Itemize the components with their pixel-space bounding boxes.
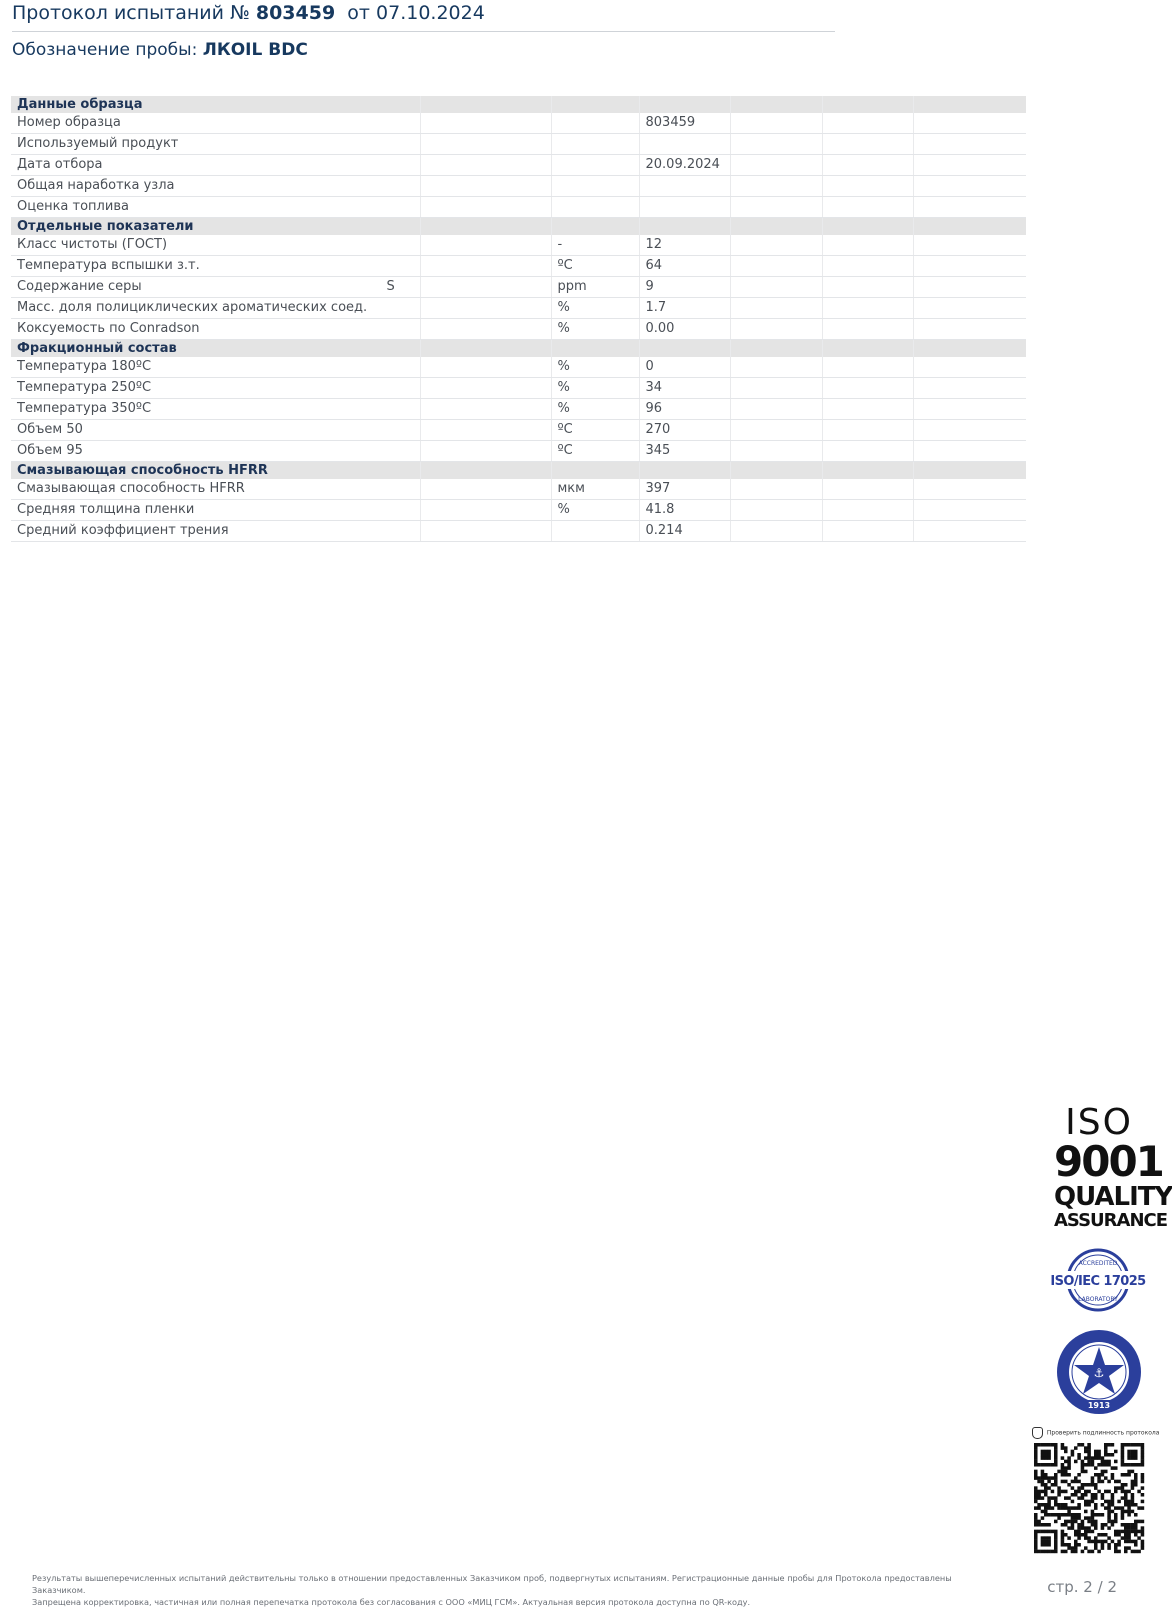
parameter-unit bbox=[551, 155, 639, 176]
empty-cell bbox=[730, 357, 822, 378]
parameter-name: Дата отбора bbox=[11, 155, 420, 176]
parameter-value bbox=[639, 134, 730, 155]
empty-cell bbox=[730, 113, 822, 134]
parameter-value bbox=[639, 176, 730, 197]
empty-cell bbox=[730, 96, 822, 113]
empty-cell bbox=[551, 340, 639, 358]
shield-check-icon bbox=[1032, 1427, 1043, 1439]
date-prefix: от bbox=[347, 2, 370, 24]
empty-cell bbox=[420, 340, 551, 358]
empty-cell bbox=[730, 197, 822, 218]
table-row bbox=[11, 479, 1026, 500]
parameter-unit: % bbox=[551, 319, 639, 340]
empty-cell bbox=[913, 96, 1026, 113]
empty-cell bbox=[822, 479, 913, 500]
parameter-unit: ºС bbox=[551, 256, 639, 277]
parameter-name: Смазывающая способность HFRR bbox=[11, 479, 420, 500]
table-row bbox=[11, 155, 1026, 176]
parameter-value: 270 bbox=[639, 420, 730, 441]
table-row bbox=[11, 521, 1026, 542]
empty-cell bbox=[822, 420, 913, 441]
table-row bbox=[11, 298, 1026, 319]
parameter-value: 397 bbox=[639, 479, 730, 500]
empty-cell bbox=[822, 462, 913, 480]
iso17025-bottom: LABORATORY bbox=[1078, 1296, 1118, 1303]
parameter-value: 0.214 bbox=[639, 521, 730, 542]
section-header bbox=[11, 340, 1026, 358]
parameter-name: Коксуемость по Conradson bbox=[11, 319, 420, 340]
empty-cell bbox=[822, 277, 913, 298]
empty-cell bbox=[639, 218, 730, 236]
sample-name: ЛКOIL BDC bbox=[202, 40, 308, 60]
parameter-value: 1.7 bbox=[639, 298, 730, 319]
parameter-value: 96 bbox=[639, 399, 730, 420]
empty-cell bbox=[913, 176, 1026, 197]
parameter-symbol bbox=[380, 176, 511, 197]
parameter-symbol bbox=[380, 521, 511, 542]
empty-cell bbox=[913, 277, 1026, 298]
parameter-symbol bbox=[380, 378, 511, 399]
section-title: Фракционный состав bbox=[11, 340, 420, 358]
table-row bbox=[11, 357, 1026, 378]
empty-cell bbox=[822, 357, 913, 378]
table-row bbox=[11, 113, 1026, 134]
parameter-value: 803459 bbox=[639, 113, 730, 134]
empty-cell bbox=[551, 218, 639, 236]
empty-cell bbox=[822, 319, 913, 340]
parameter-name: Класс чистоты (ГОСТ) bbox=[11, 235, 420, 256]
empty-cell bbox=[730, 176, 822, 197]
qr-caption bbox=[1032, 1427, 1160, 1439]
parameter-symbol bbox=[380, 197, 511, 218]
empty-cell bbox=[730, 378, 822, 399]
table-row bbox=[11, 500, 1026, 521]
iso9001-line4: ASSURANCE bbox=[1054, 1210, 1168, 1231]
empty-cell bbox=[730, 298, 822, 319]
empty-cell bbox=[639, 462, 730, 480]
iso17025-top: ACCREDITED bbox=[1078, 1260, 1118, 1267]
empty-cell bbox=[822, 378, 913, 399]
empty-cell bbox=[913, 479, 1026, 500]
iso17025-badge bbox=[1050, 1247, 1146, 1313]
empty-cell bbox=[730, 441, 822, 462]
parameter-unit: ºС bbox=[551, 441, 639, 462]
section-header bbox=[11, 96, 1026, 113]
empty-cell bbox=[822, 399, 913, 420]
empty-cell bbox=[730, 235, 822, 256]
empty-cell bbox=[913, 235, 1026, 256]
table-row bbox=[11, 399, 1026, 420]
empty-cell bbox=[913, 521, 1026, 542]
table-row bbox=[11, 176, 1026, 197]
parameter-unit: % bbox=[551, 399, 639, 420]
table-row bbox=[11, 256, 1026, 277]
empty-cell bbox=[913, 441, 1026, 462]
empty-cell bbox=[822, 298, 913, 319]
parameter-unit bbox=[551, 521, 639, 542]
parameter-name: Температура 180ºС bbox=[11, 357, 420, 378]
empty-cell bbox=[913, 218, 1026, 236]
empty-cell bbox=[822, 113, 913, 134]
parameter-symbol bbox=[380, 235, 511, 256]
empty-cell bbox=[822, 96, 913, 113]
parameter-value: 41.8 bbox=[639, 500, 730, 521]
parameter-unit: % bbox=[551, 378, 639, 399]
empty-cell bbox=[822, 218, 913, 236]
empty-cell bbox=[822, 500, 913, 521]
empty-cell bbox=[822, 134, 913, 155]
table-row bbox=[11, 420, 1026, 441]
iso9001-line1: ISO bbox=[1065, 1102, 1133, 1143]
table-row bbox=[11, 197, 1026, 218]
empty-cell bbox=[913, 340, 1026, 358]
empty-cell bbox=[730, 399, 822, 420]
empty-cell bbox=[913, 155, 1026, 176]
parameter-name: Температура 250ºС bbox=[11, 378, 420, 399]
parameter-symbol bbox=[380, 155, 511, 176]
parameter-value: 20.09.2024 bbox=[639, 155, 730, 176]
empty-cell bbox=[913, 256, 1026, 277]
empty-cell bbox=[913, 197, 1026, 218]
table-row bbox=[11, 277, 1026, 298]
parameter-name: Температура вспышки з.т. bbox=[11, 256, 420, 277]
parameter-unit bbox=[551, 197, 639, 218]
parameter-symbol bbox=[380, 399, 511, 420]
empty-cell bbox=[822, 340, 913, 358]
parameter-value: 345 bbox=[639, 441, 730, 462]
parameter-value: 34 bbox=[639, 378, 730, 399]
empty-cell bbox=[730, 420, 822, 441]
table-row bbox=[11, 134, 1026, 155]
empty-cell bbox=[730, 462, 822, 480]
table-row bbox=[11, 378, 1026, 399]
empty-cell bbox=[822, 256, 913, 277]
parameter-name: Содержание серы bbox=[11, 277, 420, 298]
parameter-value: 64 bbox=[639, 256, 730, 277]
empty-cell bbox=[822, 176, 913, 197]
iso17025-main: ISO/IEC 17025 bbox=[1050, 1274, 1146, 1289]
parameter-value: 0.00 bbox=[639, 319, 730, 340]
title-prefix: Протокол испытаний № bbox=[12, 2, 250, 24]
register-seal bbox=[1055, 1328, 1143, 1416]
empty-cell bbox=[822, 155, 913, 176]
parameter-symbol bbox=[380, 420, 511, 441]
parameter-value: 0 bbox=[639, 357, 730, 378]
iso9001-line3: QUALITY bbox=[1054, 1182, 1172, 1212]
parameter-unit: - bbox=[551, 235, 639, 256]
parameter-unit: % bbox=[551, 298, 639, 319]
empty-cell bbox=[730, 134, 822, 155]
empty-cell bbox=[730, 218, 822, 236]
empty-cell bbox=[913, 298, 1026, 319]
qr-code[interactable] bbox=[1034, 1443, 1144, 1553]
empty-cell bbox=[913, 134, 1026, 155]
section-title: Отдельные показатели bbox=[11, 218, 420, 236]
empty-cell bbox=[730, 500, 822, 521]
section-header bbox=[11, 218, 1026, 236]
iso9001-line2: 9001 bbox=[1054, 1137, 1163, 1186]
parameter-unit bbox=[551, 134, 639, 155]
parameter-name: Средний коэффициент трения bbox=[11, 521, 420, 542]
empty-cell bbox=[730, 521, 822, 542]
sample-label: Обозначение пробы: bbox=[12, 40, 198, 60]
empty-cell bbox=[913, 319, 1026, 340]
empty-cell bbox=[822, 197, 913, 218]
protocol-title bbox=[12, 2, 485, 24]
parameter-unit: ºС bbox=[551, 420, 639, 441]
results-table bbox=[11, 96, 1026, 542]
footer-line-1: Результаты вышеперечисленных испытаний действительны только в отношении предоставленных Заказчиком проб, подвергнутых испытаниям. Регистрационные данные пробы для Протокола предоставлены Заказчиком. bbox=[32, 1573, 952, 1595]
parameter-unit: мкм bbox=[551, 479, 639, 500]
parameter-symbol: S bbox=[380, 277, 511, 298]
empty-cell bbox=[730, 319, 822, 340]
empty-cell bbox=[730, 155, 822, 176]
empty-cell bbox=[420, 462, 551, 480]
parameter-name: Средняя толщина пленки bbox=[11, 500, 420, 521]
parameter-name: Температура 350ºС bbox=[11, 399, 420, 420]
empty-cell bbox=[913, 462, 1026, 480]
parameter-symbol bbox=[380, 298, 511, 319]
empty-cell bbox=[822, 235, 913, 256]
footer-disclaimer bbox=[32, 1572, 992, 1608]
empty-cell bbox=[913, 500, 1026, 521]
section-header bbox=[11, 462, 1026, 480]
parameter-name: Масс. доля полициклических ароматических соед. bbox=[11, 298, 420, 319]
page-number: стр. 2 / 2 bbox=[1047, 1578, 1117, 1596]
empty-cell bbox=[639, 96, 730, 113]
empty-cell bbox=[822, 521, 913, 542]
footer-line-2: Запрещена корректировка, частичная или полная перепечатка протокола без согласования с ООО «МИЦ ГСМ». Актуальная версия протокола доступна по QR-коду. bbox=[32, 1597, 751, 1607]
parameter-symbol bbox=[380, 441, 511, 462]
parameter-unit: % bbox=[551, 357, 639, 378]
empty-cell bbox=[639, 340, 730, 358]
qr-caption-text: Проверить подлинность протокола bbox=[1046, 1429, 1160, 1437]
parameter-value bbox=[639, 197, 730, 218]
empty-cell bbox=[730, 340, 822, 358]
section-title: Смазывающая способность HFRR bbox=[11, 462, 420, 480]
empty-cell bbox=[913, 399, 1026, 420]
parameter-symbol bbox=[380, 113, 511, 134]
iso9001-logo bbox=[1054, 1102, 1172, 1231]
parameter-unit bbox=[551, 113, 639, 134]
empty-cell bbox=[822, 441, 913, 462]
parameter-symbol bbox=[380, 479, 511, 500]
parameter-name: Используемый продукт bbox=[11, 134, 420, 155]
parameter-name: Общая наработка узла bbox=[11, 176, 420, 197]
table-row bbox=[11, 441, 1026, 462]
parameter-unit: ppm bbox=[551, 277, 639, 298]
empty-cell bbox=[420, 218, 551, 236]
empty-cell bbox=[730, 256, 822, 277]
parameter-symbol bbox=[380, 357, 511, 378]
table-row bbox=[11, 235, 1026, 256]
anchor-icon: ⚓ bbox=[1093, 1366, 1105, 1380]
parameter-value: 12 bbox=[639, 235, 730, 256]
empty-cell bbox=[420, 96, 551, 113]
register-year: 1913 bbox=[1087, 1401, 1111, 1410]
empty-cell bbox=[551, 462, 639, 480]
protocol-number: 803459 bbox=[255, 2, 336, 24]
empty-cell bbox=[913, 357, 1026, 378]
parameter-symbol bbox=[380, 134, 511, 155]
empty-cell bbox=[730, 277, 822, 298]
empty-cell bbox=[913, 378, 1026, 399]
protocol-date: 07.10.2024 bbox=[376, 2, 485, 24]
parameter-symbol bbox=[380, 500, 511, 521]
section-title: Данные образца bbox=[11, 96, 420, 113]
sample-designation bbox=[12, 40, 308, 60]
parameter-symbol bbox=[380, 256, 511, 277]
empty-cell bbox=[730, 479, 822, 500]
parameter-name: Объем 95 bbox=[11, 441, 420, 462]
parameter-symbol bbox=[380, 319, 511, 340]
table-row bbox=[11, 319, 1026, 340]
parameter-name: Объем 50 bbox=[11, 420, 420, 441]
empty-cell bbox=[913, 420, 1026, 441]
parameter-unit bbox=[551, 176, 639, 197]
title-divider bbox=[12, 31, 835, 32]
parameter-name: Оценка топлива bbox=[11, 197, 420, 218]
empty-cell bbox=[913, 113, 1026, 134]
parameter-unit: % bbox=[551, 500, 639, 521]
parameter-value: 9 bbox=[639, 277, 730, 298]
parameter-name: Номер образца bbox=[11, 113, 420, 134]
empty-cell bbox=[551, 96, 639, 113]
